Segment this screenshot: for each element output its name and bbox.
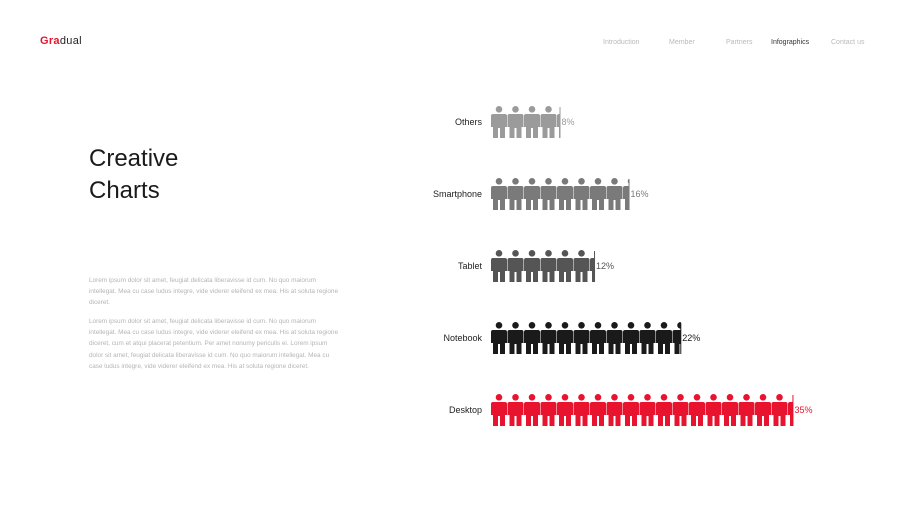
category-label: Smartphone [432, 189, 482, 200]
brand-logo-accent: Gra [40, 35, 60, 47]
person-icon [557, 250, 573, 282]
nav-item-contact-us[interactable]: Contact us [831, 39, 865, 46]
person-icon [491, 106, 507, 138]
value-label: 12% [596, 261, 615, 272]
brand-logo-rest: dual [59, 35, 82, 47]
person-icon [524, 178, 540, 210]
value-label: 8% [561, 117, 575, 128]
person-icon [607, 178, 623, 210]
person-icon [557, 322, 573, 354]
person-icon [491, 178, 507, 210]
person-icon [557, 178, 573, 210]
person-icon [508, 250, 524, 282]
person-icon [689, 394, 705, 426]
person-icon [541, 178, 557, 210]
person-icon [508, 322, 524, 354]
person-icon [557, 394, 573, 426]
nav-item-member[interactable]: Member [669, 39, 695, 46]
person-icon [590, 394, 606, 426]
person-icon [623, 394, 639, 426]
chart-row-smartphone [433, 178, 649, 210]
person-icon [541, 322, 557, 354]
person-icon [656, 394, 672, 426]
page-title-line1: Creative [89, 145, 179, 172]
person-icon [640, 322, 656, 354]
page-title-line2: Charts [89, 177, 160, 204]
value-label: 16% [630, 189, 649, 200]
person-icon [524, 394, 540, 426]
person-icon [739, 394, 755, 426]
person-icon [541, 394, 557, 426]
bar-desktop [491, 394, 804, 426]
chart-row-desktop [449, 394, 812, 426]
bar-smartphone [491, 178, 639, 210]
person-icon [491, 394, 507, 426]
chart-row-notebook [443, 322, 700, 354]
person-icon [607, 322, 623, 354]
person-icon [623, 322, 639, 354]
person-icon [524, 322, 540, 354]
person-icon [574, 394, 590, 426]
person-icon [574, 178, 590, 210]
bar-notebook [491, 322, 689, 354]
person-icon [607, 394, 623, 426]
person-icon [491, 250, 507, 282]
person-icon [640, 394, 656, 426]
category-label: Desktop [448, 405, 482, 416]
category-label: Tablet [457, 261, 482, 272]
category-label: Others [454, 117, 482, 128]
chart-row-tablet [458, 250, 614, 282]
person-icon [524, 250, 540, 282]
person-icon [491, 322, 507, 354]
person-icon [772, 394, 788, 426]
person-icon [508, 106, 524, 138]
person-icon [673, 394, 689, 426]
person-icon [755, 394, 771, 426]
chart-row-others [455, 106, 575, 138]
body-paragraph-2: Lorem ipsum dolor sit amet, feugiat delicata liberavisse id cum. No quo maiorum intellegat. Mea cu case ludus integre, vide viderer eleifend ex mea. His at soluta regione diceret, cum et atqui placerat petentium. Per amet nonumy periculis ei. Lorem ipsum dolor sit amet, feugiat delicata liberavisse id cum. No quo maiorum intellegat. Mea cu case ludus integre, vide viderer eleifend ex mea. His at soluta regione diceret. [89, 318, 339, 370]
bar-tablet [491, 250, 606, 282]
person-icon [590, 178, 606, 210]
person-icon [508, 394, 524, 426]
person-icon [706, 394, 722, 426]
person-icon [541, 250, 557, 282]
value-label: 35% [794, 405, 813, 416]
person-icon [524, 106, 540, 138]
nav-item-introduction[interactable]: Introduction [603, 39, 640, 46]
person-icon [574, 250, 590, 282]
nav-item-partners[interactable]: Partners [726, 39, 753, 46]
value-label: 22% [682, 333, 701, 344]
person-icon [722, 394, 738, 426]
nav-item-infographics[interactable]: Infographics [771, 39, 810, 46]
person-icon [508, 178, 524, 210]
person-icon [574, 322, 590, 354]
person-icon [656, 322, 672, 354]
person-icon [541, 106, 557, 138]
category-label: Notebook [443, 333, 482, 344]
person-icon [590, 322, 606, 354]
body-paragraph-1: Lorem ipsum dolor sit amet, feugiat delicata liberavisse id cum. No quo maiorum intellegat. Mea cu case ludus integre, vide viderer eleifend ex mea. His at soluta regione diceret. [89, 277, 339, 307]
